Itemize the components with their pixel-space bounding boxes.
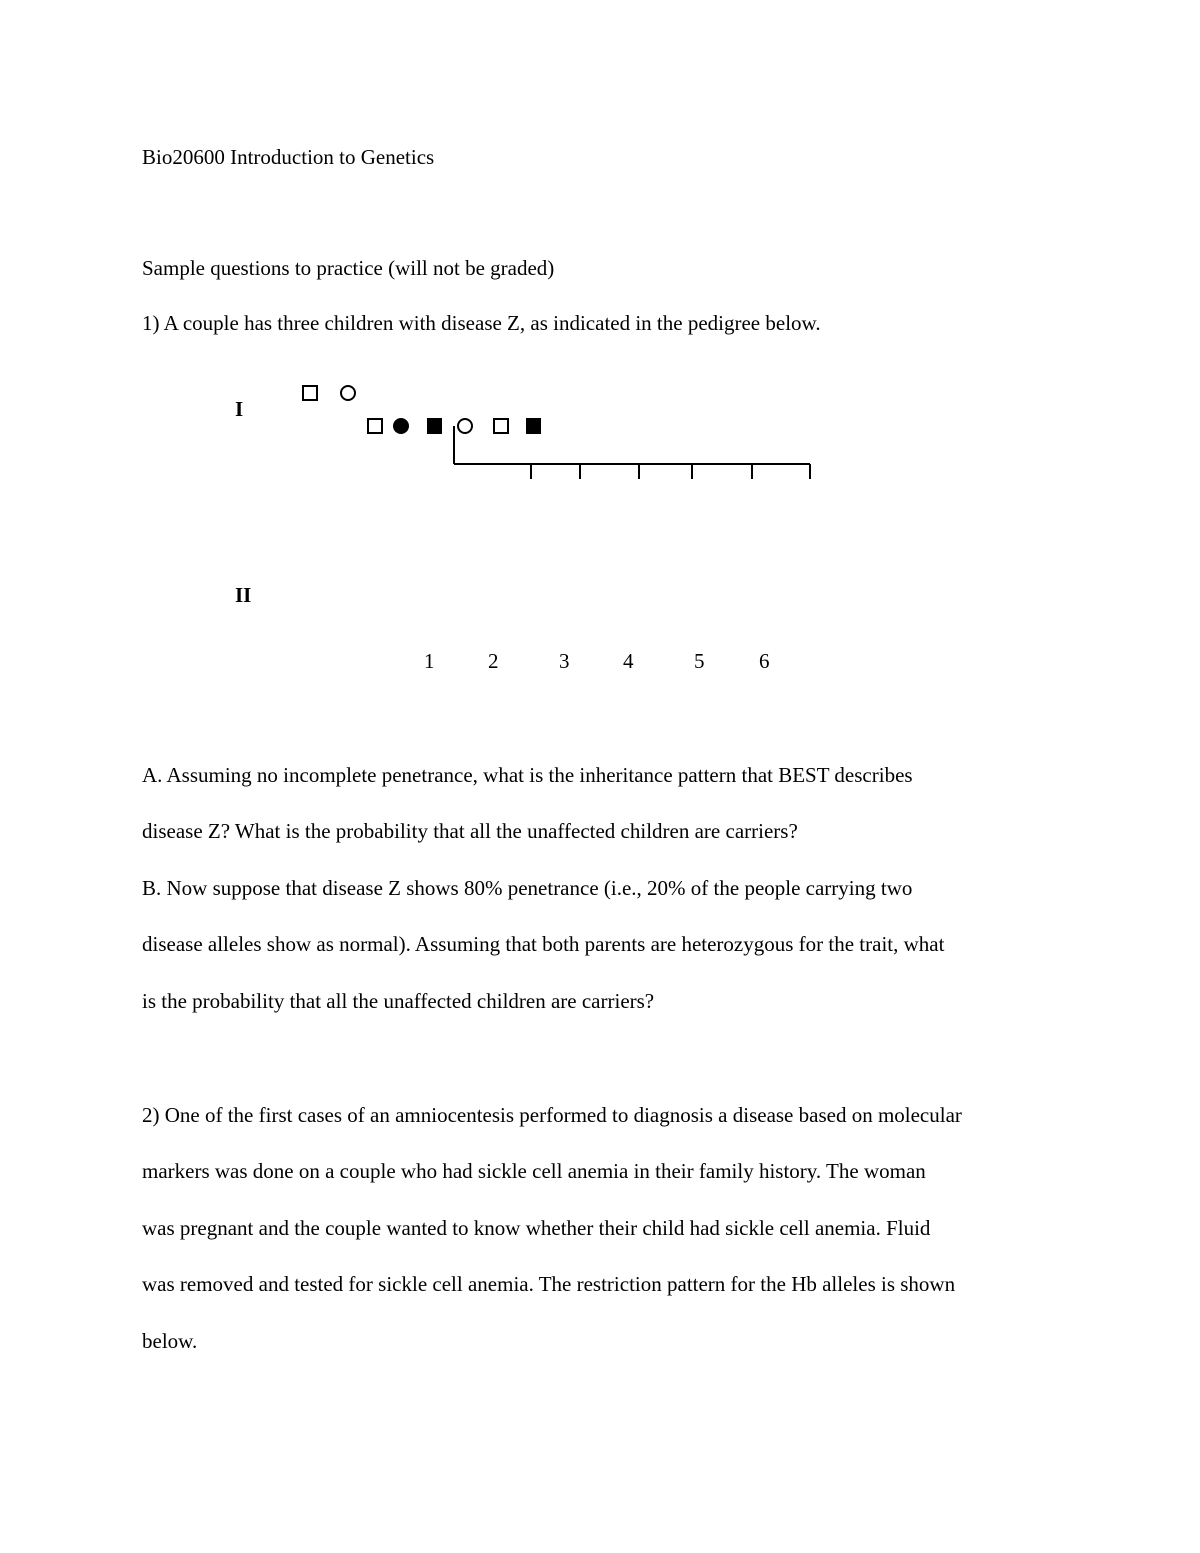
subtitle: Sample questions to practice (will not be graded) (142, 256, 555, 280)
question-1a-line-2: disease Z? What is the probability that all the unaffected children are carriers? (142, 819, 798, 843)
question-1b-line-3: is the probability that all the unaffected children are carriers? (142, 989, 655, 1013)
question-2-line-5: below. (142, 1329, 198, 1353)
parent-female-symbol (341, 386, 355, 400)
child-2-affected-female-symbol (393, 418, 409, 434)
pedigree-svg (0, 0, 1200, 700)
child-number-4: 4 (623, 649, 634, 673)
question-1b-line-2: disease alleles show as normal). Assuming that both parents are heterozygous for the trait, what (142, 932, 945, 956)
course-title: Bio20600 Introduction to Genetics (142, 145, 435, 169)
generation-label-i: I (235, 397, 244, 421)
generation-label-ii: II (235, 583, 252, 607)
question-2-line-3: was pregnant and the couple wanted to know whether their child had sickle cell anemia. Fluid (142, 1216, 931, 1240)
child-3-affected-male-symbol (427, 418, 442, 434)
child-number-3: 3 (559, 649, 570, 673)
child-number-5: 5 (694, 649, 705, 673)
child-1-unaffected-male-symbol (368, 419, 382, 433)
question-2-line-2: markers was done on a couple who had sickle cell anemia in their family history. The woman (142, 1159, 926, 1183)
question-2-line-1: 2) One of the first cases of an amniocentesis performed to diagnosis a disease based on molecular (142, 1103, 962, 1127)
child-6-affected-male-symbol (526, 418, 541, 434)
question-1-intro: 1) A couple has three children with disease Z, as indicated in the pedigree below. (142, 311, 821, 335)
question-1b-line-1: B. Now suppose that disease Z shows 80% penetrance (i.e., 20% of the people carrying two (142, 876, 913, 900)
parent-male-symbol (303, 386, 317, 400)
child-4-unaffected-female-symbol (458, 419, 472, 433)
child-number-2: 2 (488, 649, 499, 673)
question-1a-line-1: A. Assuming no incomplete penetrance, what is the inheritance pattern that BEST describes (142, 763, 913, 787)
child-5-unaffected-male-symbol (494, 419, 508, 433)
question-2-line-4: was removed and tested for sickle cell anemia. The restriction pattern for the Hb alleles is shown (142, 1272, 956, 1296)
child-number-1: 1 (424, 649, 435, 673)
child-number-6: 6 (759, 649, 770, 673)
